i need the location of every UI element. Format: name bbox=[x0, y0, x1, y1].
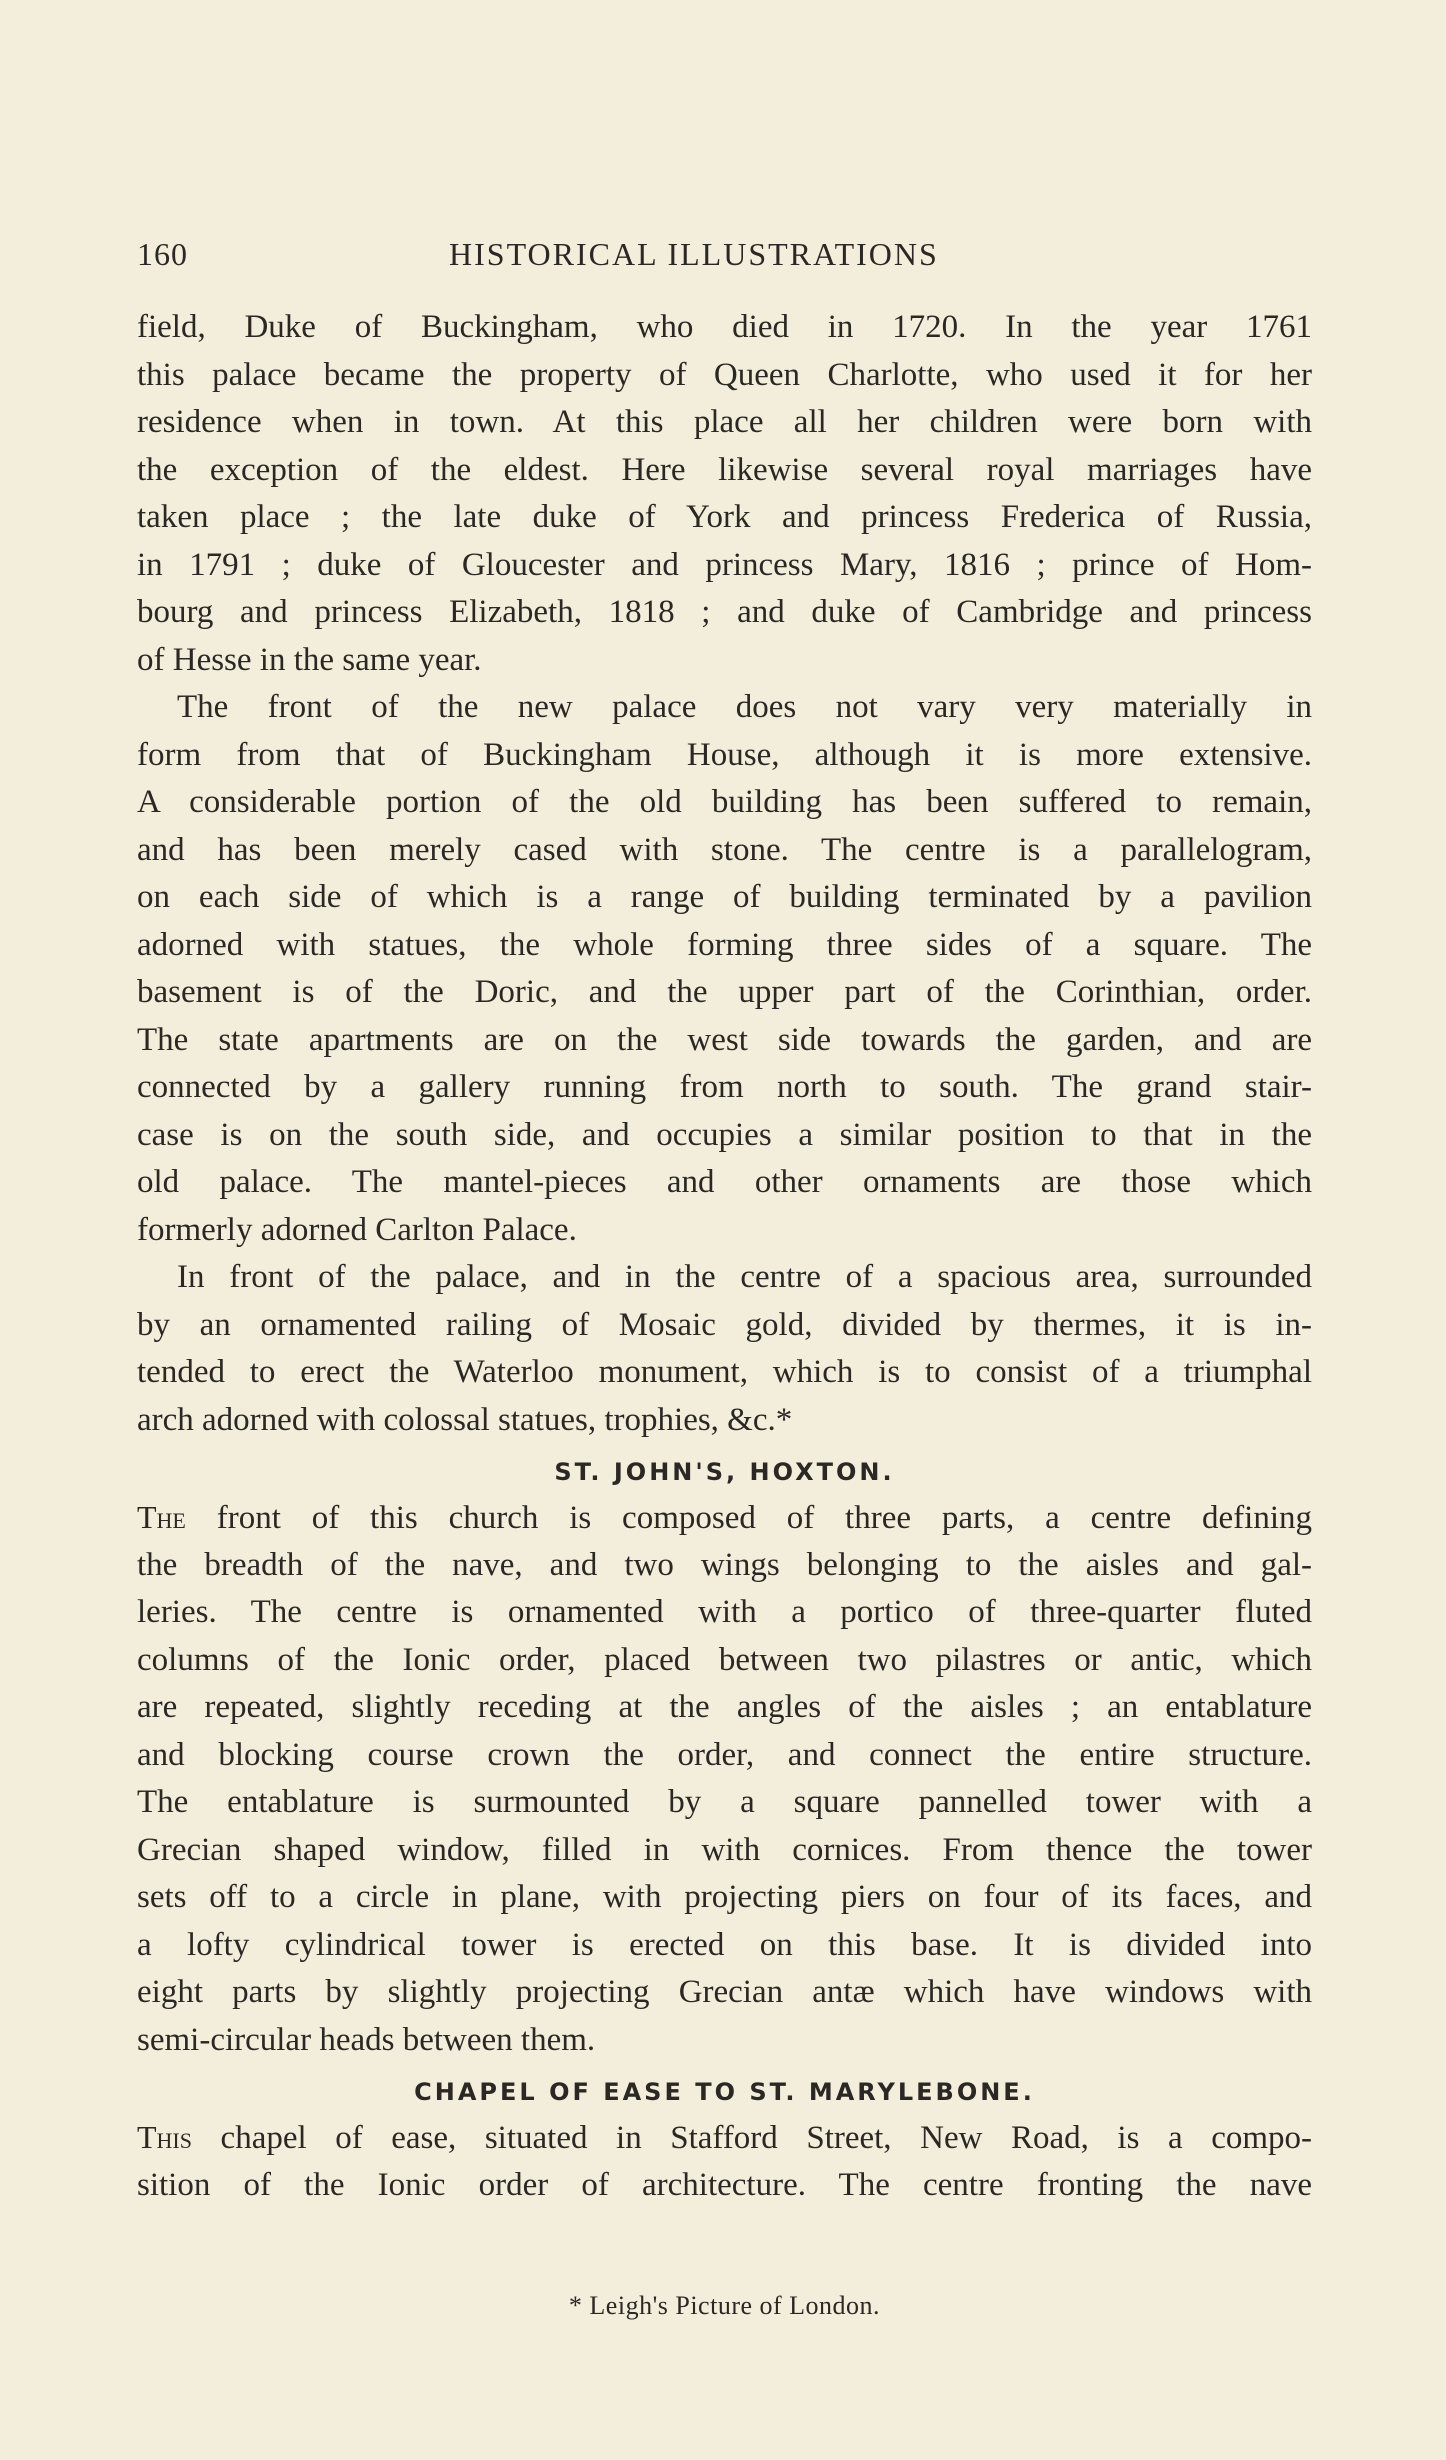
text-line: of Hesse in the same year. bbox=[137, 641, 482, 678]
text-line-rest: chapel of ease, situated in Stafford Street, New Road, is a compo- bbox=[192, 2120, 1312, 2156]
text-line: field, Duke of Buckingham, who died in 1720. In the year 1761 bbox=[137, 309, 1312, 345]
text-line: taken place ; the late duke of York and princess Frederica of Russia, bbox=[137, 499, 1312, 535]
text-line: semi-circular heads between them. bbox=[137, 2021, 596, 2058]
text-line: tended to erect the Waterloo monument, which is to consist of a triumphal bbox=[137, 1354, 1312, 1390]
text-line: arch adorned with colossal statues, trophies, &c.* bbox=[137, 1401, 793, 1438]
text-line: leries. The centre is ornamented with a portico of three-quarter fluted bbox=[137, 1594, 1312, 1630]
page-number: 160 bbox=[137, 236, 188, 272]
text-line: The entablature is surmounted by a square pannelled tower with a bbox=[137, 1784, 1312, 1820]
text-line-rest: front of this church is composed of three parts, a centre defining bbox=[185, 1500, 1312, 1536]
paragraph-4 bbox=[137, 1494, 1312, 2064]
text-line: this palace became the property of Queen Charlotte, who used it for her bbox=[137, 356, 1312, 393]
text-line: The front of the new palace does not vary very materially in bbox=[177, 689, 1312, 725]
text-line: eight parts by slightly projecting Grecian antæ which have windows with bbox=[137, 1974, 1312, 2010]
body-text bbox=[137, 304, 1312, 2209]
text-line: the breadth of the nave, and two wings belonging to the aisles and gal- bbox=[137, 1546, 1312, 1583]
paragraph-5 bbox=[137, 2114, 1312, 2209]
drop-word: This bbox=[137, 2119, 192, 2155]
text-line: on each side of which is a range of building terminated by a pavilion bbox=[137, 879, 1312, 915]
footnote: * Leigh's Picture of London. bbox=[568, 2291, 881, 2320]
paragraph-2 bbox=[137, 684, 1312, 1254]
text-line: residence when in town. At this place all her children were born with bbox=[137, 404, 1312, 440]
text-line: sition of the Ionic order of architecture. The centre fronting the nave bbox=[137, 2166, 1312, 2203]
text-line: A considerable portion of the old building has been suffered to remain, bbox=[137, 784, 1312, 820]
paragraph-3 bbox=[137, 1254, 1312, 1444]
text-line: formerly adorned Carlton Palace. bbox=[137, 1211, 577, 1248]
text-line: Grecian shaped window, filled in with cornices. From thence the tower bbox=[137, 1831, 1312, 1868]
text-line: case is on the south side, and occupies a similar position to that in the bbox=[137, 1116, 1312, 1153]
drop-word: The bbox=[137, 1499, 186, 1535]
text-line: bourg and princess Elizabeth, 1818 ; and duke of Cambridge and princess bbox=[137, 594, 1312, 630]
section-heading-chapel-of-ease: CHAPEL OF EASE TO ST. MARYLEBONE. bbox=[414, 2078, 1035, 2106]
text-line: In front of the palace, and in the centre of a spacious area, surrounded bbox=[177, 1259, 1312, 1295]
text-line: form from that of Buckingham House, although it is more extensive. bbox=[137, 736, 1312, 773]
text-line: columns of the Ionic order, placed between two pilastres or antic, which bbox=[137, 1641, 1312, 1678]
text-line: and blocking course crown the order, and connect the entire structure. bbox=[137, 1736, 1312, 1773]
text-line bbox=[137, 1494, 1312, 1542]
text-line: are repeated, slightly receding at the angles of the aisles ; an entablature bbox=[137, 1689, 1312, 1725]
text-line: by an ornamented railing of Mosaic gold, divided by thermes, it is in- bbox=[137, 1306, 1312, 1343]
text-line: basement is of the Doric, and the upper part of the Corinthian, order. bbox=[137, 974, 1312, 1010]
text-line: adorned with statues, the whole forming three sides of a square. The bbox=[137, 926, 1312, 963]
text-line bbox=[137, 2114, 1312, 2162]
text-line: the exception of the eldest. Here likewise several royal marriages have bbox=[137, 451, 1312, 488]
text-line: connected by a gallery running from north to south. The grand stair- bbox=[137, 1069, 1312, 1105]
text-line: a lofty cylindrical tower is erected on this base. It is divided into bbox=[137, 1926, 1312, 1963]
section-heading-st-johns-hoxton: ST. JOHN'S, HOXTON. bbox=[554, 1458, 895, 1486]
paragraph-1 bbox=[137, 304, 1312, 684]
page-header bbox=[137, 236, 1312, 284]
text-line: The state apartments are on the west side towards the garden, and are bbox=[137, 1021, 1312, 1058]
text-line: and has been merely cased with stone. The centre is a parallelogram, bbox=[137, 831, 1312, 868]
text-line: in 1791 ; duke of Gloucester and princess Mary, 1816 ; prince of Hom- bbox=[137, 546, 1312, 583]
text-line: sets off to a circle in plane, with projecting piers on four of its faces, and bbox=[137, 1879, 1312, 1915]
running-head: HISTORICAL ILLUSTRATIONS bbox=[449, 236, 939, 272]
text-line: old palace. The mantel-pieces and other ornaments are those which bbox=[137, 1164, 1312, 1200]
